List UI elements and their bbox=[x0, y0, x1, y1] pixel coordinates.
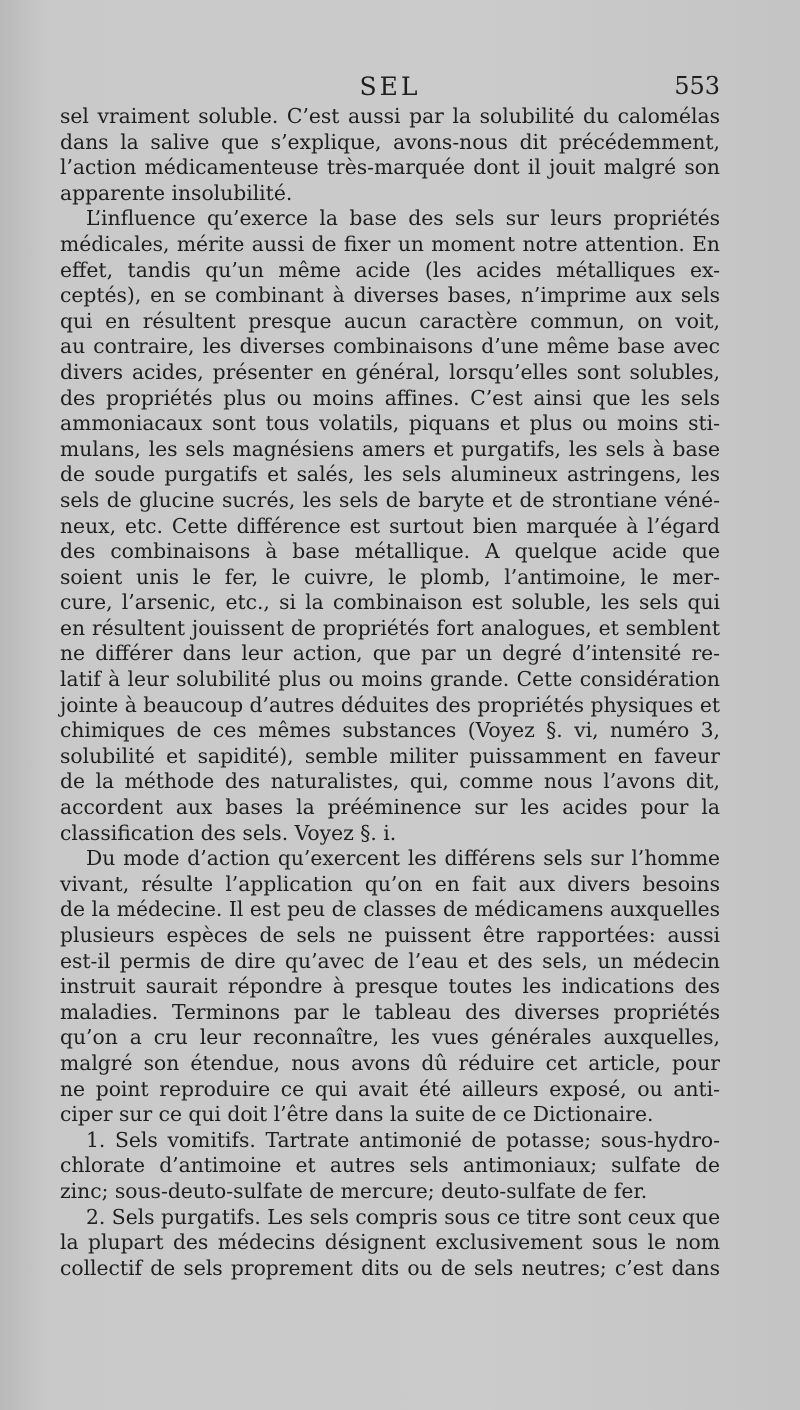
text-line: est-il permis de dire qu’avec de l’eau et des sels, un médecin bbox=[60, 948, 720, 973]
text-line: vivant, résulte l’application qu’on en fait aux divers besoins bbox=[60, 871, 720, 896]
text-line: qu’on a cru leur reconnaître, les vues générales auxquelles, bbox=[60, 1025, 720, 1050]
text-line: malgré son étendue, nous avons dû réduire cet article, pour bbox=[60, 1050, 720, 1075]
text-line: cure, l’arsenic, etc., si la combinaison est soluble, les sels qui bbox=[60, 590, 720, 615]
text-line: la plupart des médecins désignent exclusivement sous le nom bbox=[60, 1230, 720, 1255]
text-line: mulans, les sels magnésiens amers et purgatifs, les sels à base bbox=[60, 436, 720, 461]
text-line: l’action médicamenteuse très-marquée dont il jouit malgré son bbox=[60, 155, 720, 180]
text-line: sel vraiment soluble. C’est aussi par la solubilité du calomélas bbox=[60, 104, 720, 128]
text-line: plusieurs espèces de sels ne puissent être rapportées: aussi bbox=[60, 923, 720, 947]
text-line: sels de glucine sucrés, les sels de baryte et de strontiane véné- bbox=[60, 487, 720, 512]
body-text bbox=[60, 104, 720, 1281]
text-line: accordent aux bases la prééminence sur les acides pour la bbox=[60, 795, 720, 820]
text-line: de la méthode des naturalistes, qui, comme nous l’avons dit, bbox=[60, 769, 720, 794]
running-head-title: SEL bbox=[359, 72, 421, 101]
page-number: 553 bbox=[674, 72, 720, 100]
text-line: solubilité et sapidité), semble militer puissamment en faveur bbox=[60, 743, 720, 768]
text-line: instruit saurait répondre à presque toutes les indications des bbox=[60, 974, 720, 999]
text-line: soient unis le fer, le cuivre, le plomb, l’antimoine, le mer- bbox=[60, 564, 720, 589]
text-line: qui en résultent presque aucun caractère commun, on voit, bbox=[60, 308, 720, 333]
text-line: neux, etc. Cette différence est surtout bien marquée à l’égard bbox=[60, 513, 720, 538]
text-line: maladies. Terminons par le tableau des diverses propriétés bbox=[60, 999, 720, 1024]
text-line: effet, tandis qu’un même acide (les acides métalliques ex- bbox=[60, 257, 720, 282]
text-line: ne différer dans leur action, que par un degré d’intensité re- bbox=[60, 641, 720, 666]
text-line: 2. Sels purgatifs. Les sels compris sous ce titre sont ceux que bbox=[86, 1204, 721, 1229]
text-line: en résultent jouissent de propriétés fort analogues, et semblent bbox=[60, 615, 720, 640]
text-line: collectif de sels proprement dits ou de sels neutres; c’est dans bbox=[60, 1255, 720, 1280]
text-line: Du mode d’action qu’exercent les différens sels sur l’homme bbox=[86, 846, 720, 871]
text-line: ciper sur ce qui doit l’être dans la suite de ce Dictionaire. bbox=[60, 1102, 654, 1127]
text-line: ceptés), en se combinant à diverses bases, n’imprime aux sels bbox=[60, 283, 720, 308]
text-line: apparente insolubilité. bbox=[60, 180, 293, 205]
running-head bbox=[60, 72, 720, 102]
text-line: de soude purgatifs et salés, les sels alumineux astringens, les bbox=[60, 462, 720, 487]
text-line: zinc; sous-deuto-sulfate de mercure; deuto-sulfate de fer. bbox=[60, 1178, 648, 1203]
text-line: chimiques de ces mêmes substances (Voyez §. vi, numéro 3, bbox=[60, 718, 720, 743]
text-line: de la médecine. Il est peu de classes de médicamens auxquelles bbox=[60, 897, 720, 922]
text-line: au contraire, les diverses combinaisons d’une même base avec bbox=[60, 334, 720, 359]
text-line: latif à leur solubilité plus ou moins grande. Cette considération bbox=[60, 667, 720, 692]
text-line: chlorate d’antimoine et autres sels antimoniaux; sulfate de bbox=[60, 1153, 720, 1178]
text-line: jointe à beaucoup d’autres déduites des propriétés physiques et bbox=[60, 692, 720, 717]
text-line: des propriétés plus ou moins affines. C’est ainsi que les sels bbox=[60, 385, 720, 410]
text-line: des combinaisons à base métallique. A quelque acide que bbox=[60, 539, 720, 564]
text-line: dans la salive que s’explique, avons-nous dit précédemment, bbox=[60, 129, 720, 154]
text-line: classification des sels. Voyez §. i. bbox=[60, 820, 397, 845]
text-line: L’influence qu’exerce la base des sels sur leurs propriétés bbox=[86, 206, 720, 231]
text-line: divers acides, présenter en général, lorsqu’elles sont solubles, bbox=[60, 359, 720, 384]
text-line: ne point reproduire ce qui avait été ailleurs exposé, ou anti- bbox=[60, 1076, 720, 1101]
text-line: 1. Sels vomitifs. Tartrate antimonié de potasse; sous-hydro- bbox=[86, 1127, 720, 1152]
text-line: médicales, mérite aussi de fixer un moment notre attention. En bbox=[60, 231, 720, 256]
text-line: ammoniacaux sont tous volatils, piquans et plus ou moins sti- bbox=[60, 411, 720, 436]
